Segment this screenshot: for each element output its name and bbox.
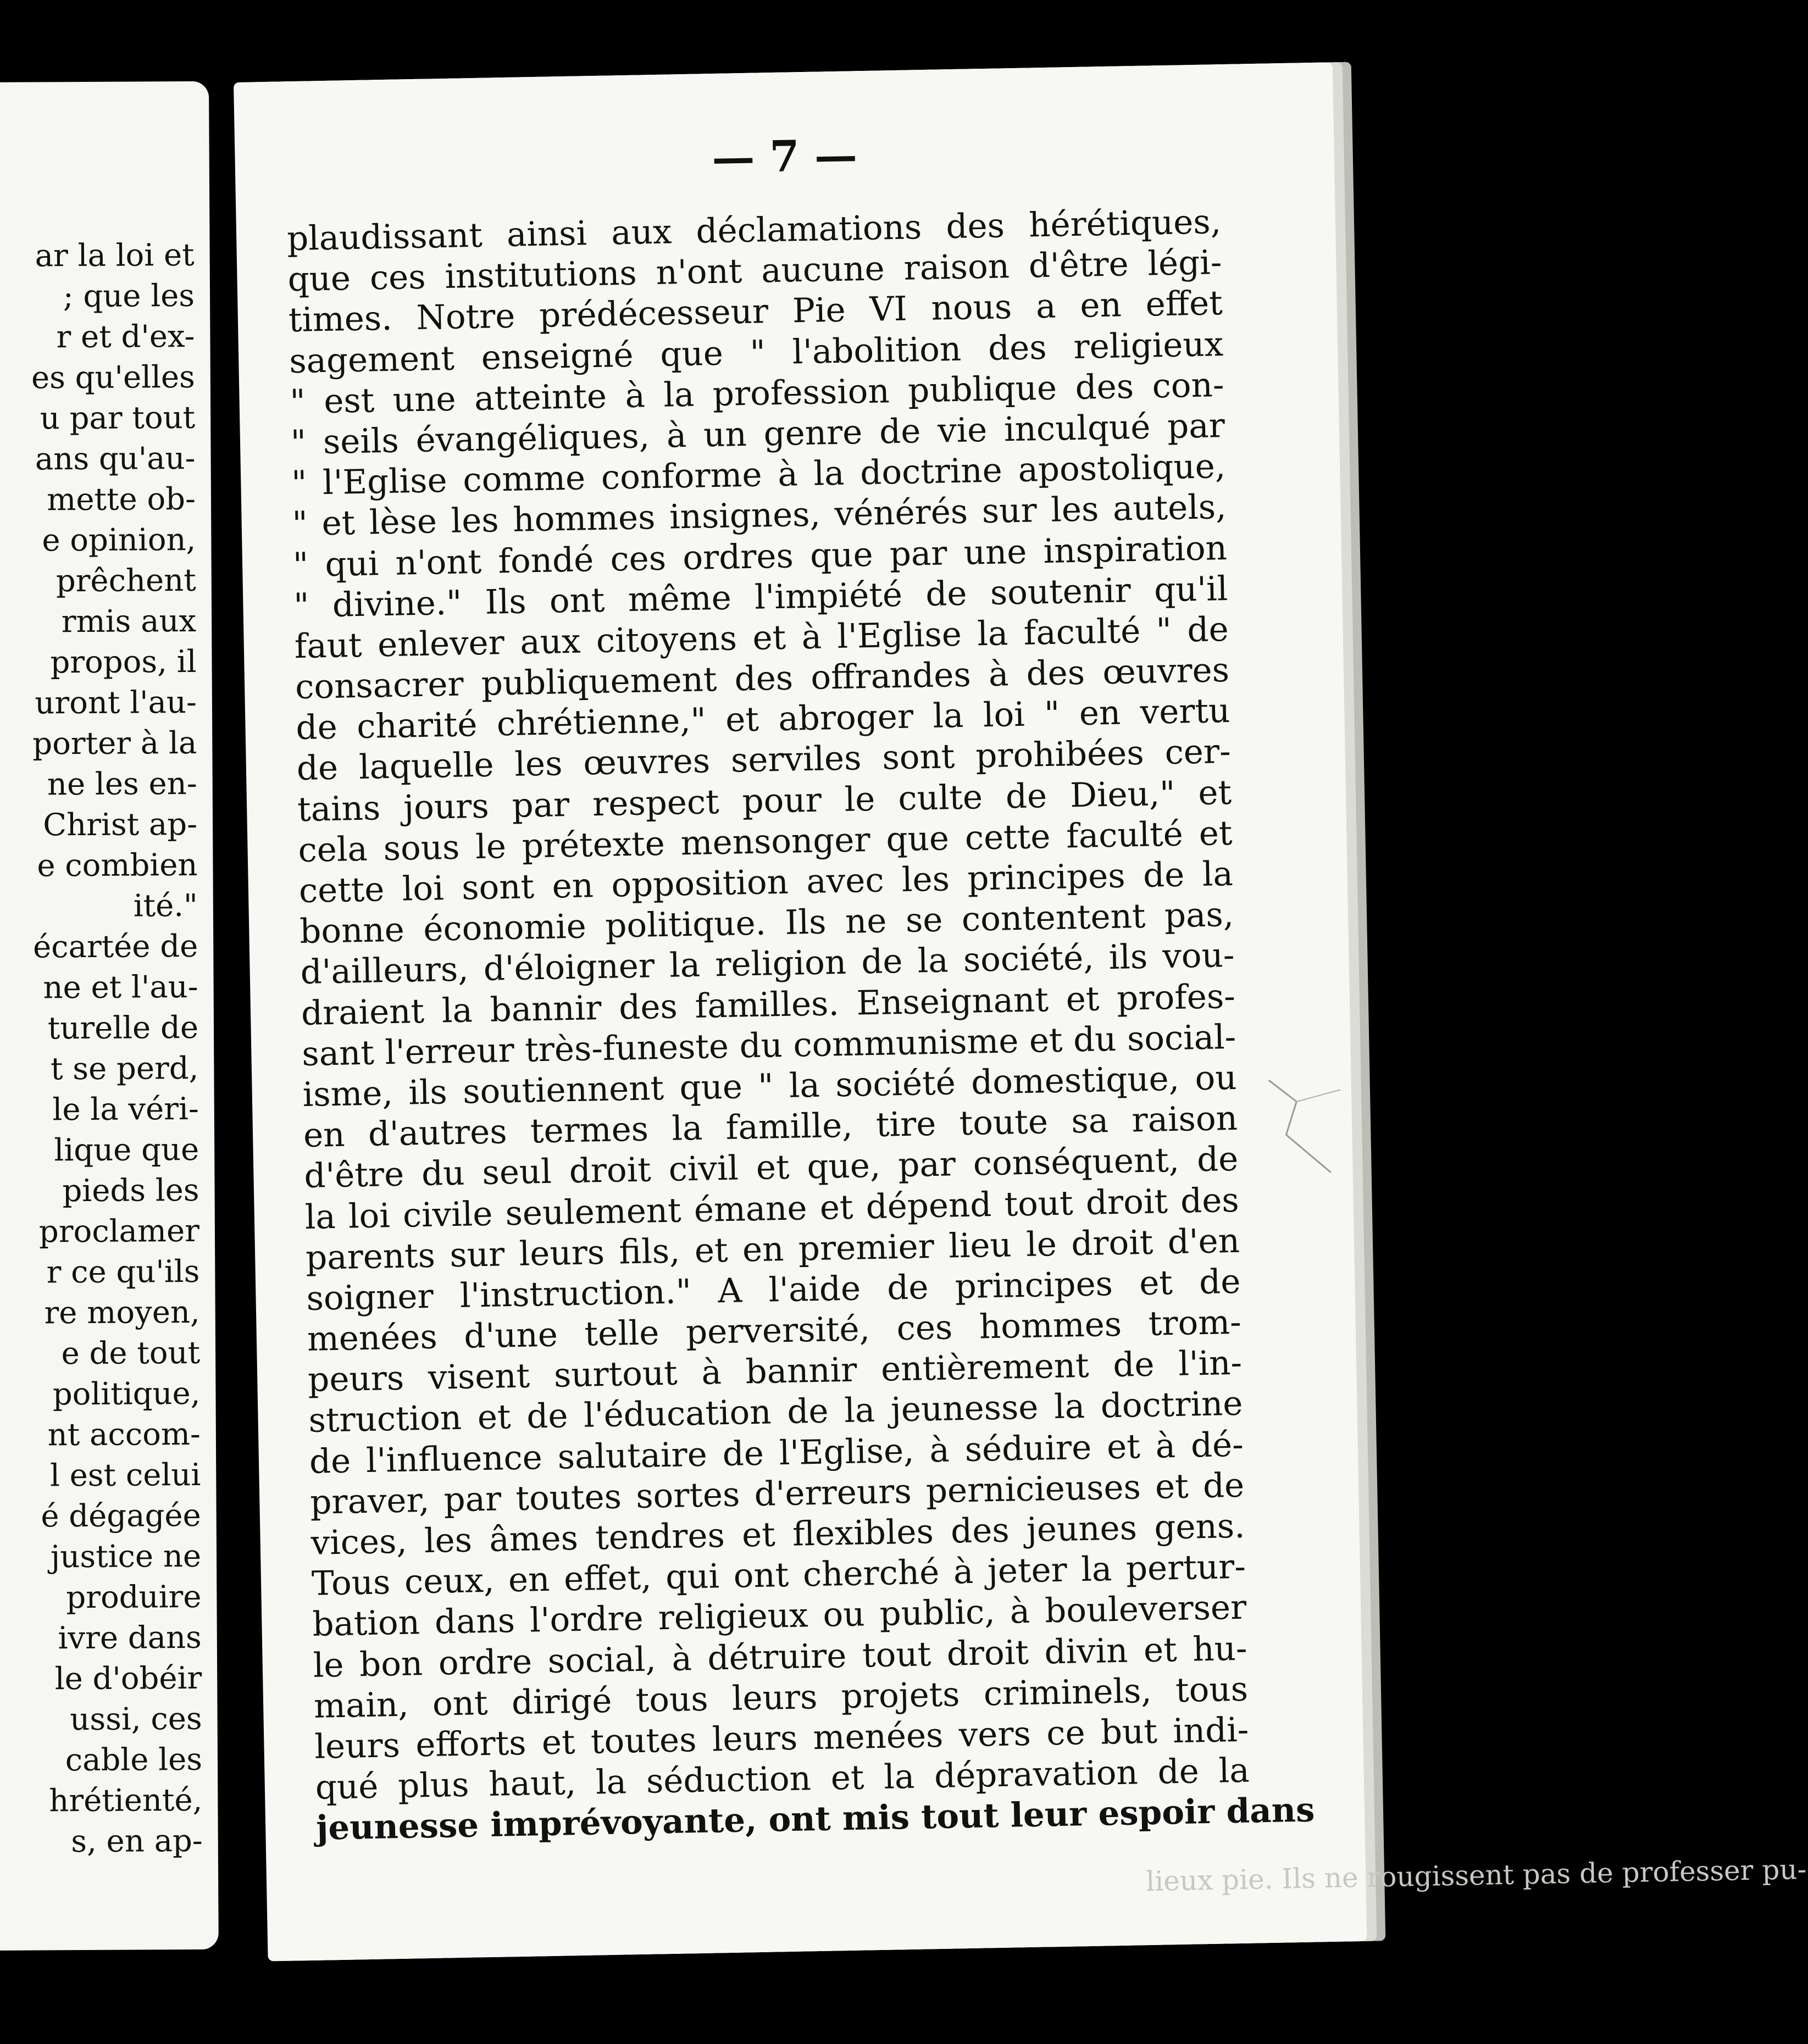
left-line: ans qu'au-	[35, 440, 196, 477]
left-line: t se perd,	[50, 1050, 199, 1087]
text-line: " divine." Ils ont même l'impiété de soutenir qu'il	[293, 569, 1228, 625]
left-line: r ce qu'ils	[46, 1253, 200, 1291]
left-line: le la véri-	[52, 1091, 199, 1128]
left-line: uront l'au-	[35, 684, 197, 721]
left-line: ne et l'au-	[43, 969, 198, 1006]
text-line: cette loi sont en opposition avec les principes de la	[298, 854, 1234, 911]
text-line: cela sous le prétexte mensonger que cette faculté et	[297, 813, 1233, 870]
left-line: mette ob-	[47, 481, 196, 518]
left-line: re moyen,	[44, 1294, 200, 1331]
left-line: e opinion,	[42, 521, 196, 559]
left-line: ar la loi et	[35, 237, 195, 274]
text-line: times. Notre prédécesseur Pie VI nous a en effet	[288, 284, 1223, 340]
show-through-text: lieux pie. Ils ne rougissent pas de professer pu-	[1145, 1853, 1807, 1898]
text-line: vices, les âmes tendres et flexibles des jeunes gens.	[310, 1506, 1246, 1563]
text-line: d'ailleurs, d'éloigner la religion de la société, ils vou-	[300, 936, 1235, 992]
text-line: draient la bannir des familles. Enseignant et profes-	[301, 976, 1236, 1033]
left-line: écartée de	[32, 928, 198, 965]
text-line: " et lèse les hommes insignes, vénérés sur les autels,	[292, 487, 1227, 544]
left-line: u par tout	[40, 399, 196, 437]
page-number: — 7 —	[711, 130, 858, 184]
left-line: ussi, ces	[70, 1701, 202, 1738]
left-line: l est celui	[49, 1457, 201, 1494]
text-line: bonne économie politique. Ils ne se contentent pas,	[299, 895, 1234, 952]
paper-crease-mark	[1263, 1068, 1353, 1179]
left-line: e de tout	[61, 1335, 201, 1372]
text-line: soigner l'instruction." A l'aide de principes et de	[306, 1262, 1241, 1318]
left-line: nt accom-	[47, 1416, 201, 1453]
left-line: ne les en-	[47, 765, 197, 803]
right-page	[234, 62, 1807, 1961]
left-line: e combien	[37, 847, 198, 884]
left-line: pieds les	[62, 1172, 199, 1209]
left-line: prêchent	[56, 562, 196, 599]
left-line: politique,	[52, 1375, 201, 1413]
text-line: peurs visent surtout à bannir entièrement de l'in-	[307, 1343, 1243, 1400]
left-page-text-column	[0, 235, 203, 1863]
left-line: es qu'elles	[31, 359, 195, 396]
text-line: struction et de l'éducation de la jeunesse la doctrine	[308, 1384, 1244, 1441]
left-line: proclamer	[38, 1213, 200, 1250]
text-line: leurs efforts et toutes leurs menées vers ce but indi-	[314, 1710, 1249, 1767]
left-line: lique que	[54, 1131, 199, 1169]
body-text	[286, 202, 1315, 1849]
text-line: praver, par toutes sortes d'erreurs pernicieuses et de	[309, 1465, 1245, 1522]
text-line: " qui n'ont fondé ces ordres que par une inspiration	[292, 528, 1228, 585]
left-line: produire	[66, 1579, 202, 1616]
text-line: bation dans l'ordre religieux ou public, à bouleverser	[312, 1588, 1247, 1645]
left-line: turelle de	[47, 1009, 199, 1047]
left-line: rmis aux	[61, 603, 197, 640]
left-line: cable les	[65, 1741, 203, 1779]
text-line: jeunesse imprévoyante, ont mis tout leur espoir dans	[315, 1790, 1315, 1848]
left-line: ivre dans	[58, 1619, 202, 1657]
text-line: main, ont dirigé tous leurs projets criminels, tous	[313, 1669, 1249, 1726]
text-line: sant l'erreur très-funeste du communisme et du social-	[301, 1017, 1236, 1074]
text-line: de charité chrétienne," et abroger la loi " en vertu	[295, 691, 1230, 748]
text-line: qué plus haut, la séduction et la dépravation de la	[315, 1751, 1250, 1807]
text-line: " est une atteinte à la profession publique des con-	[290, 365, 1225, 421]
left-line: ; que les	[63, 277, 195, 315]
left-line: ité."	[133, 887, 198, 924]
text-line: de laquelle les œuvres serviles sont prohibées cer-	[296, 732, 1232, 788]
text-line: parents sur leurs fils, et en premier lieu le droit d'en	[305, 1221, 1240, 1278]
text-line: menées d'une telle perversité, ces hommes trom-	[307, 1302, 1242, 1359]
text-line: le bon ordre social, à détruire tout droit divin et hu-	[313, 1629, 1248, 1685]
text-line: tains jours par respect pour le culte de Dieu," et	[297, 773, 1232, 829]
text-line: en d'autres termes la famille, tire toute sa raison	[303, 1098, 1238, 1156]
left-line: justice ne	[50, 1538, 202, 1575]
text-line: faut enlever aux citoyens et à l'Eglise la faculté " de	[294, 609, 1229, 666]
left-line: porter à la	[32, 725, 197, 762]
text-line: " l'Eglise comme conforme à la doctrine apostolique,	[291, 447, 1226, 503]
text-line: consacrer publiquement des offrandes à des œuvres	[295, 651, 1230, 707]
left-line: propos, il	[50, 643, 197, 681]
left-line: s, en ap-	[71, 1823, 203, 1860]
text-line: Tous ceux, en effet, qui ont cherché à jeter la pertur-	[311, 1547, 1246, 1604]
left-page	[0, 81, 219, 1951]
left-line: Christ ap-	[43, 806, 198, 843]
text-line: isme, ils soutiennent que " la société domestique, ou	[302, 1058, 1238, 1114]
text-line: " seils évangéliques, à un genre de vie inculqué par	[290, 406, 1225, 463]
text-line: de l'influence salutaire de l'Eglise, à séduire et à dé-	[309, 1425, 1244, 1481]
text-line: sagement enseigné que " l'abolition des religieux	[289, 324, 1224, 381]
text-line: d'être du seul droit civil et que, par conséquent, de	[303, 1140, 1239, 1196]
left-line: é dégagée	[41, 1497, 201, 1535]
left-line: hrétienté,	[49, 1782, 203, 1819]
text-line: la loi civile seulement émane et dépend tout droit des	[304, 1180, 1240, 1237]
left-line: r et d'ex-	[56, 318, 195, 356]
left-line: le d'obéir	[54, 1660, 202, 1697]
text-line: que ces institutions n'ont aucune raison d'être légi-	[287, 243, 1222, 299]
text-line: plaudissant ainsi aux déclamations des hérétiques,	[286, 202, 1222, 259]
